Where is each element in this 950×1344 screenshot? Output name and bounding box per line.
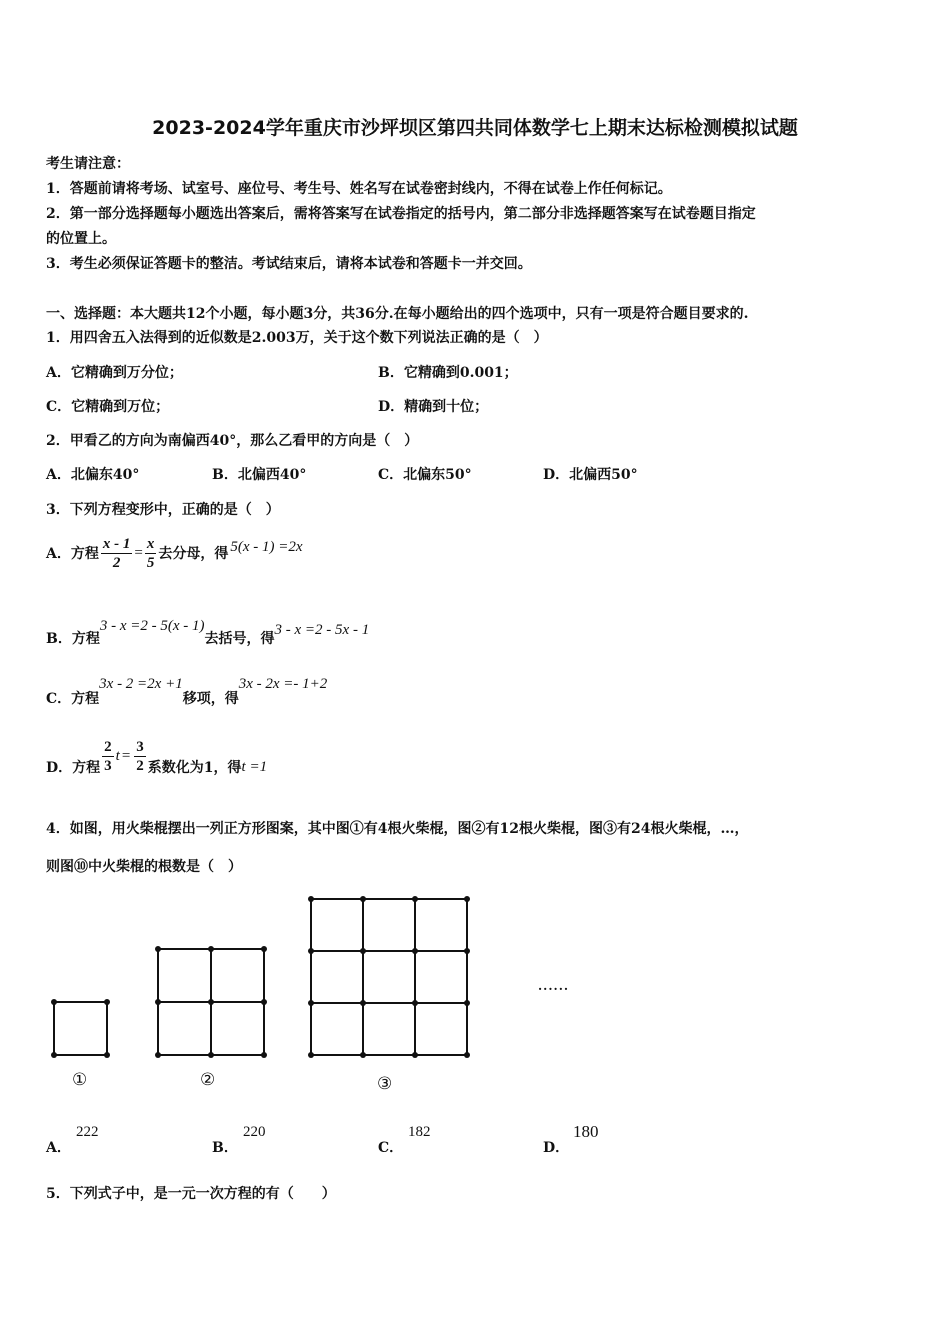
q1-option-b: B．它精确到0.001； — [378, 365, 518, 381]
q4-option-d: D． — [543, 1140, 570, 1156]
figure-3-nodes — [308, 896, 470, 1058]
figure-1-nodes — [51, 999, 110, 1058]
q4-stem-line1: 4．如图，用火柴棍摆出一列正方形图案，其中图①有4根火柴棍，图②有12根火柴棍，图③有24根火柴棍，…， — [46, 821, 749, 837]
figure-1-label: ① — [72, 1070, 88, 1090]
q2-option-c: C．北偏东50° — [378, 467, 472, 483]
q3-a-frac-left-den: 2 — [112, 554, 121, 571]
q3-stem: 3．下列方程变形中，正确的是（ ） — [46, 502, 280, 518]
notice-item-3: 3．考生必须保证答题卡的整洁。考试结束后，请将本试卷和答题卡一并交回。 — [46, 256, 532, 272]
q3-a-frac-right-den: 5 — [146, 554, 155, 571]
notice-item-2: 2．第一部分选择题每小题选出答案后，需将答案写在试卷指定的括号内，第二部分非选择题答案写在试卷题目指定 — [46, 206, 756, 222]
q2-option-b: B．北偏西40° — [212, 467, 307, 483]
q5-stem: 5．下列式子中，是一元一次方程的有（ ） — [46, 1186, 336, 1202]
q2-option-d: D．北偏西50° — [543, 467, 638, 483]
figure-3-squares — [311, 899, 467, 1055]
notice-item-1: 1．答题前请将考场、试室号、座位号、考生号、姓名写在试卷密封线内，不得在试卷上作任何标记。 — [46, 181, 672, 197]
notice-item-2-cont: 的位置上。 — [46, 231, 116, 247]
q3-d-result: t =1 — [241, 758, 268, 775]
q3-a-frac-left-num: x - 1 — [102, 535, 131, 552]
figure-3-label: ③ — [377, 1074, 393, 1094]
notice-heading: 考生请注意： — [46, 156, 130, 172]
q3-d-frac-right-den: 2 — [136, 757, 144, 774]
q3-b-operation: 去括号，得 — [204, 631, 275, 647]
q1-stem: 1．用四舍五入法得到的近似数是2.003万，关于这个数下列说法正确的是（ ） — [46, 330, 548, 346]
figure-1-squares — [54, 1002, 107, 1055]
q3-c-equation: 3x - 2 =2x +1 — [99, 676, 183, 692]
q3-c-operation: 移项，得 — [182, 691, 239, 707]
q3-d-equals: = — [121, 747, 131, 764]
q3-d-frac-right-num: 3 — [136, 738, 144, 755]
q3-a-result: 5(x - 1) =2x — [230, 538, 303, 555]
q4-option-b-value: 220 — [243, 1124, 266, 1140]
q3-c-result: 3x - 2x =- 1+2 — [238, 676, 328, 692]
q3-d-label: D．方程 — [46, 760, 101, 776]
q3-d-frac-left-num: 2 — [104, 738, 112, 755]
q3-a-equals: = — [134, 544, 143, 561]
q3-d-operation: 系数化为1，得 — [147, 760, 242, 776]
q3-b-equation: 3 - x =2 - 5(x - 1) — [99, 618, 205, 634]
q2-option-a: A．北偏东40° — [46, 467, 140, 483]
q1-option-a: A．它精确到万分位； — [46, 365, 183, 381]
q4-option-a-value: 222 — [76, 1124, 99, 1140]
page-title: 2023-2024学年重庆市沙坪坝区第四共同体数学七上期末达标检测模拟试题 — [152, 117, 798, 139]
q2-stem: 2．甲看乙的方向为南偏西40°，那么乙看甲的方向是（ ） — [46, 433, 419, 449]
q1-option-c: C．它精确到万位； — [46, 399, 170, 415]
q3-a-frac-right-num: x — [146, 535, 155, 552]
q3-d-frac-left-den: 3 — [104, 757, 112, 774]
q4-option-a: A． — [46, 1140, 71, 1156]
q3-a-operation: 去分母，得 — [158, 546, 229, 562]
q4-option-c-value: 182 — [408, 1124, 431, 1140]
section-heading: 一、选择题：本大题共12个小题，每小题3分，共36分.在每小题给出的四个选项中，只有一项是符合题目要求的. — [46, 306, 749, 322]
q3-b-result: 3 - x =2 - 5x - 1 — [274, 622, 370, 638]
q4-stem-line2: 则图⑩中火柴棍的根数是（ ） — [46, 859, 242, 875]
q3-d-variable: t — [115, 747, 120, 764]
q4-option-c: C． — [378, 1140, 404, 1156]
q4-option-d-value: 180 — [573, 1122, 599, 1141]
q3-c-label: C．方程 — [46, 691, 100, 707]
figure-2-label: ② — [200, 1070, 216, 1090]
q1-option-d: D．精确到十位； — [378, 399, 489, 415]
q3-b-label: B．方程 — [46, 631, 100, 647]
q3-a-label: A．方程 — [46, 546, 99, 562]
q4-option-b: B． — [212, 1140, 238, 1156]
figure-ellipsis: ······ — [538, 982, 570, 996]
